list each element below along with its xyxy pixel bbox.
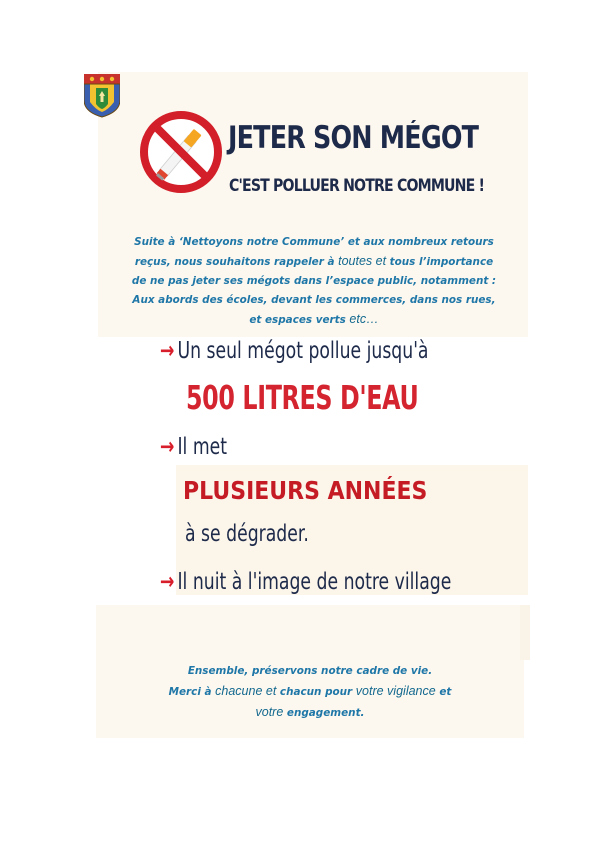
closing-emphasis: votre bbox=[255, 705, 284, 719]
fact-two-continuation: à se dégrader. bbox=[185, 521, 309, 547]
intro-line: de ne pas jeter ses mégots dans l’espace public, notamment : bbox=[131, 275, 497, 287]
arrow-right-icon: → bbox=[160, 338, 175, 364]
closing-text: engagement. bbox=[283, 707, 365, 719]
closing-emphasis: votre vigilance bbox=[355, 684, 436, 698]
intro-text: reçus, nous souhaitons rappeler à bbox=[134, 256, 339, 268]
intro-line bbox=[104, 252, 524, 272]
fact-one-text: Un seul mégot pollue jusqu'à bbox=[177, 338, 429, 364]
closing-text: chacun pour bbox=[276, 686, 356, 698]
intro-paragraph bbox=[104, 233, 524, 330]
arrow-right-icon: → bbox=[160, 434, 175, 460]
fact-two-text: Il met bbox=[177, 434, 228, 460]
fact-two bbox=[160, 434, 227, 460]
intro-emphasis: toutes et bbox=[338, 254, 387, 268]
fact-one-highlight: 500 LITRES D'EAU bbox=[186, 378, 419, 417]
intro-text: et espaces verts bbox=[249, 314, 350, 326]
closing-text: et bbox=[435, 686, 452, 698]
bottom-panel-edge bbox=[520, 605, 530, 660]
intro-line bbox=[104, 310, 524, 330]
closing-text: Merci à bbox=[168, 686, 216, 698]
arrow-right-icon: → bbox=[160, 569, 175, 595]
poster-title: JETER SON MÉGOT bbox=[228, 120, 479, 156]
intro-emphasis: etc… bbox=[349, 312, 379, 326]
fact-two-highlight: PLUSIEURS ANNÉES bbox=[183, 476, 428, 505]
municipal-crest-icon bbox=[84, 74, 120, 118]
intro-line: Aux abords des écoles, devant les commerces, dans nos rues, bbox=[132, 294, 496, 306]
no-smoking-icon bbox=[139, 110, 223, 194]
fact-three bbox=[160, 569, 451, 595]
closing-paragraph bbox=[110, 661, 510, 723]
intro-line: Suite à ‘Nettoyons notre Commune’ et aux nombreux retours bbox=[134, 236, 494, 248]
poster-subtitle: C'EST POLLUER NOTRE COMMUNE ! bbox=[229, 176, 485, 196]
closing-line bbox=[110, 681, 510, 702]
closing-line: Ensemble, préservons notre cadre de vie. bbox=[187, 665, 433, 677]
fact-three-text: Il nuit à l'image de notre village bbox=[177, 569, 452, 595]
closing-line bbox=[110, 702, 510, 723]
closing-emphasis: chacune et bbox=[215, 684, 277, 698]
intro-text: tous l’importance bbox=[386, 256, 494, 268]
fact-one bbox=[160, 338, 429, 364]
